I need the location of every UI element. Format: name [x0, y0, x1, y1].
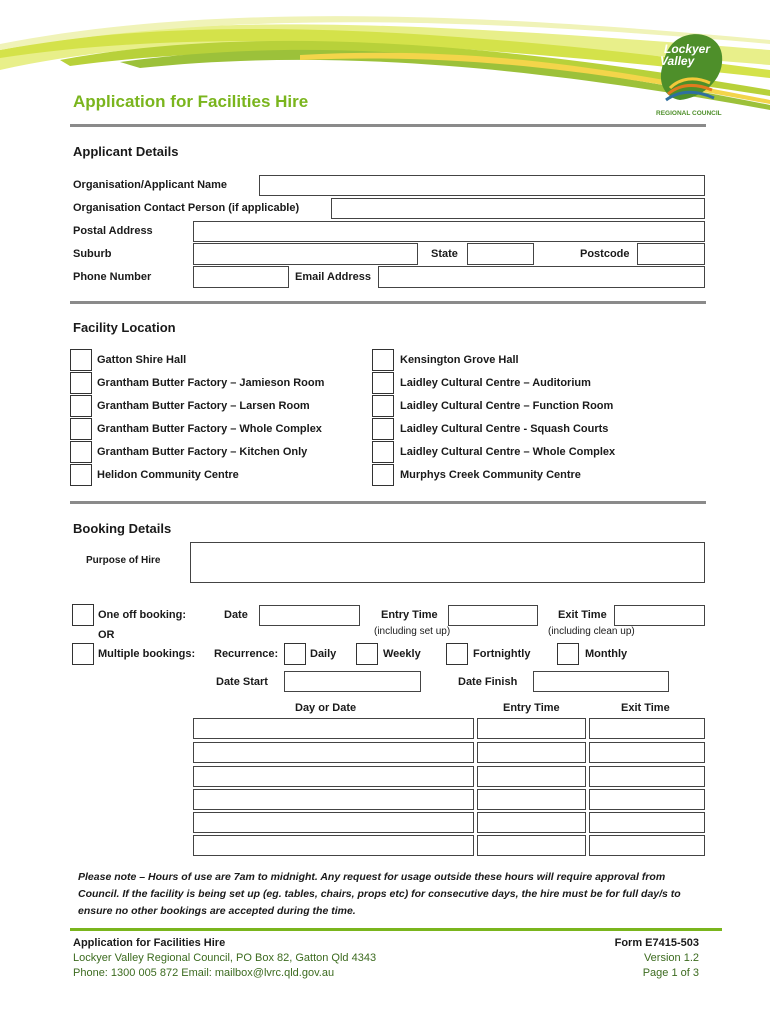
facility-checkbox[interactable] [372, 372, 394, 394]
footer-divider [70, 928, 722, 931]
facility-option: Gatton Shire Hall [97, 354, 187, 366]
schedule-day-cell[interactable] [193, 742, 474, 763]
facility-checkbox[interactable] [372, 441, 394, 463]
facility-checkbox[interactable] [70, 372, 92, 394]
facility-checkbox[interactable] [70, 464, 92, 486]
facility-option: Laidley Cultural Centre – Function Room [400, 400, 614, 412]
footer-address: Lockyer Valley Regional Council, PO Box 82, Gatton Qld 4343 [73, 952, 377, 964]
phone-label: Phone Number [73, 271, 152, 283]
divider [70, 501, 706, 504]
exit-time-label: Exit Time [558, 609, 607, 621]
schedule-day-cell[interactable] [193, 812, 474, 833]
col-exit-header: Exit Time [621, 702, 670, 714]
exit-time-note: (including clean up) [548, 626, 635, 637]
council-logo [640, 28, 730, 118]
one-off-label: One off booking: [98, 609, 186, 621]
monthly-label: Monthly [585, 648, 628, 660]
date-label: Date [224, 609, 248, 621]
one-off-checkbox[interactable] [72, 604, 94, 626]
facility-option: Helidon Community Centre [97, 469, 239, 481]
daily-label: Daily [310, 648, 337, 660]
multiple-checkbox[interactable] [72, 643, 94, 665]
phone-field[interactable] [193, 266, 289, 288]
multiple-label: Multiple bookings: [98, 648, 196, 660]
weekly-label: Weekly [383, 648, 421, 660]
postcode-label: Postcode [580, 248, 630, 260]
suburb-field[interactable] [193, 243, 418, 265]
state-field[interactable] [467, 243, 534, 265]
facility-heading: Facility Location [73, 320, 176, 335]
facility-checkbox[interactable] [70, 441, 92, 463]
date-start-field[interactable] [284, 671, 421, 692]
weekly-checkbox[interactable] [356, 643, 378, 665]
monthly-checkbox[interactable] [557, 643, 579, 665]
schedule-exit-cell[interactable] [589, 789, 705, 810]
form-number: Form E7415-503 [614, 937, 699, 949]
date-field[interactable] [259, 605, 360, 626]
divider [70, 124, 706, 127]
schedule-exit-cell[interactable] [589, 835, 705, 856]
facility-checkbox[interactable] [372, 349, 394, 371]
applicant-heading: Applicant Details [73, 144, 179, 159]
divider [70, 301, 706, 304]
facility-checkbox[interactable] [70, 349, 92, 371]
schedule-exit-cell[interactable] [589, 718, 705, 739]
schedule-entry-cell[interactable] [477, 835, 586, 856]
daily-checkbox[interactable] [284, 643, 306, 665]
hours-note: Please note – Hours of use are 7am to midnight. Any request for usage outside these hours will require approval from Council. If the facility is being set up (eg. tables, chairs, props etc) for consecutive days, the hire must be for full day/s to ensure no other bookings are accepted during the time. [78, 871, 681, 917]
recurrence-label: Recurrence: [214, 648, 279, 660]
page-number: Page 1 of 3 [642, 967, 699, 979]
date-finish-label: Date Finish [458, 676, 518, 688]
schedule-exit-cell[interactable] [589, 742, 705, 763]
footer-doc-title: Application for Facilities Hire [73, 937, 226, 949]
facility-option: Grantham Butter Factory – Jamieson Room [97, 377, 325, 389]
facility-checkbox[interactable] [70, 395, 92, 417]
facility-option: Grantham Butter Factory – Larsen Room [97, 400, 310, 412]
email-field[interactable] [378, 266, 705, 288]
postal-label: Postal Address [73, 225, 153, 237]
logo-subtext: REGIONAL COUNCIL [656, 110, 722, 117]
date-start-label: Date Start [216, 676, 268, 688]
logo-text-1: Lockyer [664, 42, 711, 56]
facility-checkbox[interactable] [372, 464, 394, 486]
schedule-entry-cell[interactable] [477, 789, 586, 810]
state-label: State [431, 248, 458, 260]
facility-option: Grantham Butter Factory – Whole Complex [97, 423, 322, 435]
logo-text-2: Valley [660, 54, 695, 68]
facility-option: Laidley Cultural Centre – Auditorium [400, 377, 591, 389]
entry-time-note: (including set up) [374, 626, 451, 637]
col-day-header: Day or Date [295, 702, 357, 714]
purpose-label: Purpose of Hire [86, 555, 161, 566]
facility-checkbox[interactable] [70, 418, 92, 440]
schedule-day-cell[interactable] [193, 766, 474, 787]
entry-time-label: Entry Time [381, 609, 438, 621]
schedule-exit-cell[interactable] [589, 812, 705, 833]
col-entry-header: Entry Time [503, 702, 560, 714]
suburb-label: Suburb [73, 248, 112, 260]
facility-option: Murphys Creek Community Centre [400, 469, 581, 481]
version: Version 1.2 [643, 952, 699, 964]
org-name-field[interactable] [259, 175, 705, 196]
contact-label: Organisation Contact Person (if applicable) [73, 202, 300, 214]
schedule-day-cell[interactable] [193, 718, 474, 739]
facility-option: Laidley Cultural Centre – Whole Complex [400, 446, 616, 458]
entry-time-field[interactable] [448, 605, 538, 626]
schedule-entry-cell[interactable] [477, 812, 586, 833]
org-name-label: Organisation/Applicant Name [73, 179, 228, 191]
date-finish-field[interactable] [533, 671, 669, 692]
postcode-field[interactable] [637, 243, 705, 265]
fortnightly-checkbox[interactable] [446, 643, 468, 665]
footer-contact: Phone: 1300 005 872 Email: mailbox@lvrc.qld.gov.au [73, 967, 335, 979]
contact-field[interactable] [331, 198, 705, 219]
schedule-day-cell[interactable] [193, 789, 474, 810]
purpose-field[interactable] [190, 542, 705, 583]
schedule-day-cell[interactable] [193, 835, 474, 856]
schedule-exit-cell[interactable] [589, 766, 705, 787]
facility-option: Laidley Cultural Centre - Squash Courts [400, 423, 609, 435]
facility-checkbox[interactable] [372, 395, 394, 417]
email-label: Email Address [295, 271, 372, 283]
or-label: OR [98, 629, 115, 641]
facility-checkbox[interactable] [372, 418, 394, 440]
schedule-entry-cell[interactable] [477, 742, 586, 763]
facility-option: Grantham Butter Factory – Kitchen Only [97, 446, 308, 458]
postal-field[interactable] [193, 221, 705, 242]
schedule-entry-cell[interactable] [477, 766, 586, 787]
page-title: Application for Facilities Hire [73, 92, 309, 111]
fortnightly-label: Fortnightly [473, 648, 531, 660]
exit-time-field[interactable] [614, 605, 705, 626]
schedule-entry-cell[interactable] [477, 718, 586, 739]
facility-option: Kensington Grove Hall [400, 354, 519, 366]
booking-heading: Booking Details [73, 521, 172, 536]
